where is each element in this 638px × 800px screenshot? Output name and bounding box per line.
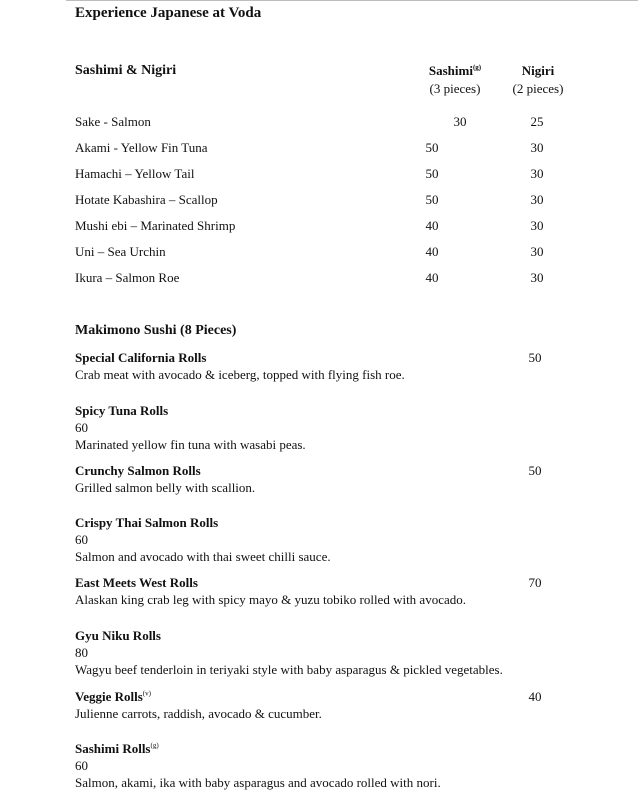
sashimi-column-pieces: (3 pieces) xyxy=(429,81,481,96)
menu-row xyxy=(75,191,635,209)
menu-item xyxy=(75,574,635,608)
dish-name: Akami - Yellow Fin Tuna xyxy=(75,140,208,155)
sashimi-price: 40 xyxy=(425,270,439,285)
roll-description: Alaskan king crab leg with spicy mayo & yuzu tobiko rolled with avocado. xyxy=(75,592,466,607)
sashimi-price: 40 xyxy=(425,244,439,259)
menu-item xyxy=(75,349,635,383)
nigiri-price: 30 xyxy=(530,218,544,233)
roll-name: Veggie Rolls xyxy=(75,689,143,704)
roll-name: Crunchy Salmon Rolls xyxy=(75,463,201,478)
roll-name: Gyu Niku Rolls xyxy=(75,628,161,643)
sashimi-section-heading: Sashimi & Nigiri xyxy=(75,63,177,78)
menu-item xyxy=(75,740,635,791)
roll-description: Marinated yellow fin tuna with wasabi peas. xyxy=(75,437,306,452)
roll-description: Julienne carrots, raddish, avocado & cucumber. xyxy=(75,706,322,721)
roll-name: Special California Rolls xyxy=(75,350,207,365)
roll-description: Crab meat with avocado & iceberg, topped with flying fish roe. xyxy=(75,367,405,382)
menu-item xyxy=(75,402,635,453)
menu-row xyxy=(75,243,635,261)
roll-description: Salmon and avocado with thai sweet chilli sauce. xyxy=(75,549,331,564)
sashimi-price: 30 xyxy=(453,114,467,129)
sashimi-column-header xyxy=(410,62,500,98)
roll-price: 60 xyxy=(75,420,88,435)
roll-price: 50 xyxy=(528,463,542,478)
roll-name: Sashimi Rolls xyxy=(75,741,151,756)
menu-item xyxy=(75,688,635,722)
menu-row xyxy=(75,217,635,235)
sashimi-price: 50 xyxy=(425,192,439,207)
menu-item xyxy=(75,627,635,678)
makimono-section-heading: Makimono Sushi (8 Pieces) xyxy=(75,323,237,338)
roll-description: Salmon, akami, ika with baby asparagus and avocado rolled with nori. xyxy=(75,775,441,790)
roll-price: 70 xyxy=(528,575,542,590)
roll-name: East Meets West Rolls xyxy=(75,575,198,590)
nigiri-column-header xyxy=(493,62,583,98)
roll-price: 60 xyxy=(75,532,88,547)
top-divider xyxy=(66,0,638,1)
nigiri-price: 25 xyxy=(530,114,544,129)
sashimi-column-label: Sashimi$^{(g)}$ xyxy=(428,63,482,78)
roll-name: Spicy Tuna Rolls xyxy=(75,403,169,418)
nigiri-column-label: Nigiri xyxy=(521,63,555,78)
menu-row xyxy=(75,139,635,157)
menu-item xyxy=(75,514,635,565)
dish-name: Sake - Salmon xyxy=(75,114,151,129)
roll-description: Grilled salmon belly with scallion. xyxy=(75,480,256,495)
roll-price: 80 xyxy=(75,645,88,660)
menu-row xyxy=(75,165,635,183)
roll-price: 60 xyxy=(75,758,88,773)
sashimi-price: 40 xyxy=(425,218,439,233)
dish-name: Hotate Kabashira – Scallop xyxy=(75,192,218,207)
page-title: Experience Japanese at Voda xyxy=(75,5,262,21)
sashimi-price: 50 xyxy=(425,166,439,181)
dish-name: Mushi ebi – Marinated Shrimp xyxy=(75,218,236,233)
roll-price: 50 xyxy=(528,350,542,365)
nigiri-price: 30 xyxy=(530,140,544,155)
roll-price: 40 xyxy=(528,689,542,704)
dish-name: Hamachi – Yellow Tail xyxy=(75,166,195,181)
roll-description: Wagyu beef tenderloin in teriyaki style with baby asparagus & pickled vegetables. xyxy=(75,662,503,677)
roll-name: Crispy Thai Salmon Rolls xyxy=(75,515,219,530)
sashimi-price: 50 xyxy=(425,140,439,155)
dish-name: Ikura – Salmon Roe xyxy=(75,270,180,285)
gluten-mark: (g) xyxy=(472,63,482,72)
vegetarian-mark: (v) xyxy=(142,689,151,698)
dish-name: Uni – Sea Urchin xyxy=(75,244,166,259)
nigiri-price: 30 xyxy=(530,166,544,181)
nigiri-price: 30 xyxy=(530,192,544,207)
menu-row xyxy=(75,113,635,131)
nigiri-column-pieces: (2 pieces) xyxy=(512,81,564,96)
menu-row xyxy=(75,269,635,287)
nigiri-price: 30 xyxy=(530,244,544,259)
nigiri-price: 30 xyxy=(530,270,544,285)
gluten-mark: (g) xyxy=(150,741,159,750)
menu-item xyxy=(75,462,635,496)
